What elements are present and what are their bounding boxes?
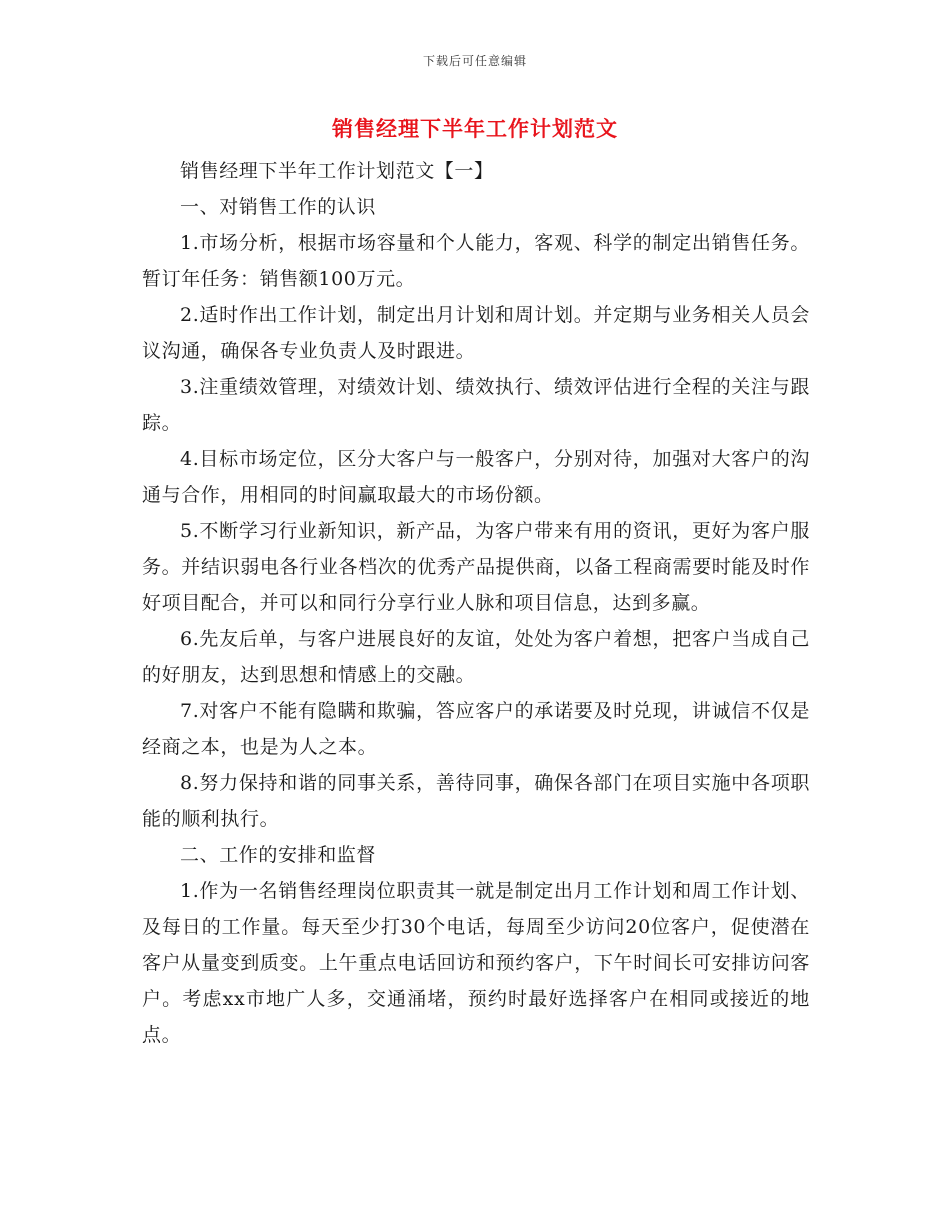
section-heading-plan: 销售经理下半年工作计划范文【一】 bbox=[180, 160, 494, 182]
section-heading-2: 二、工作的安排和监督 bbox=[180, 844, 377, 866]
page-header-note: 下载后可任意编辑 bbox=[422, 54, 527, 68]
paragraph-1-6: 6.先友后单，与客户进展良好的友谊，处处为客户着想，把客户当成自己的好朋友，达到思想和情感上的交融。 bbox=[142, 628, 810, 686]
paragraph-1-7: 7.对客户不能有隐瞒和欺骗，答应客户的承诺要及时兑现，讲诚信不仅是经商之本，也是为人之本。 bbox=[142, 700, 810, 758]
document-title: 销售经理下半年工作计划范文 bbox=[332, 116, 618, 141]
paragraph-1-1: 1.市场分析，根据市场容量和个人能力，客观、科学的制定出销售任务。暂订年任务：销售额100万元。 bbox=[142, 232, 810, 290]
paragraph-1-8: 8.努力保持和谐的同事关系，善待同事，确保各部门在项目实施中各项职能的顺利执行。 bbox=[142, 772, 810, 830]
document-body bbox=[142, 153, 810, 1053]
section-heading-1: 一、对销售工作的认识 bbox=[180, 196, 377, 218]
paragraph-1-5: 5.不断学习行业新知识，新产品，为客户带来有用的资讯，更好为客户服务。并结识弱电各行业各档次的优秀产品提供商，以备工程商需要时能及时作好项目配合，并可以和同行分享行业人脉和项目信息，达到多赢。 bbox=[142, 520, 810, 614]
paragraph-1-3: 3.注重绩效管理，对绩效计划、绩效执行、绩效评估进行全程的关注与跟踪。 bbox=[142, 376, 810, 434]
paragraph-2-1: 1.作为一名销售经理岗位职责其一就是制定出月工作计划和周工作计划、及每日的工作量。每天至少打30个电话，每周至少访问20位客户，促使潜在客户从量变到质变。上午重点电话回访和预约客户，下午时间长可安排访问客户。考虑xx市地广人多，交通涌堵，预约时最好选择客户在相同或接近的地点。 bbox=[142, 880, 810, 1046]
paragraph-1-2: 2.适时作出工作计划，制定出月计划和周计划。并定期与业务相关人员会议沟通，确保各专业负责人及时跟进。 bbox=[142, 304, 810, 362]
paragraph-1-4: 4.目标市场定位，区分大客户与一般客户，分别对待，加强对大客户的沟通与合作，用相同的时间赢取最大的市场份额。 bbox=[142, 448, 810, 506]
